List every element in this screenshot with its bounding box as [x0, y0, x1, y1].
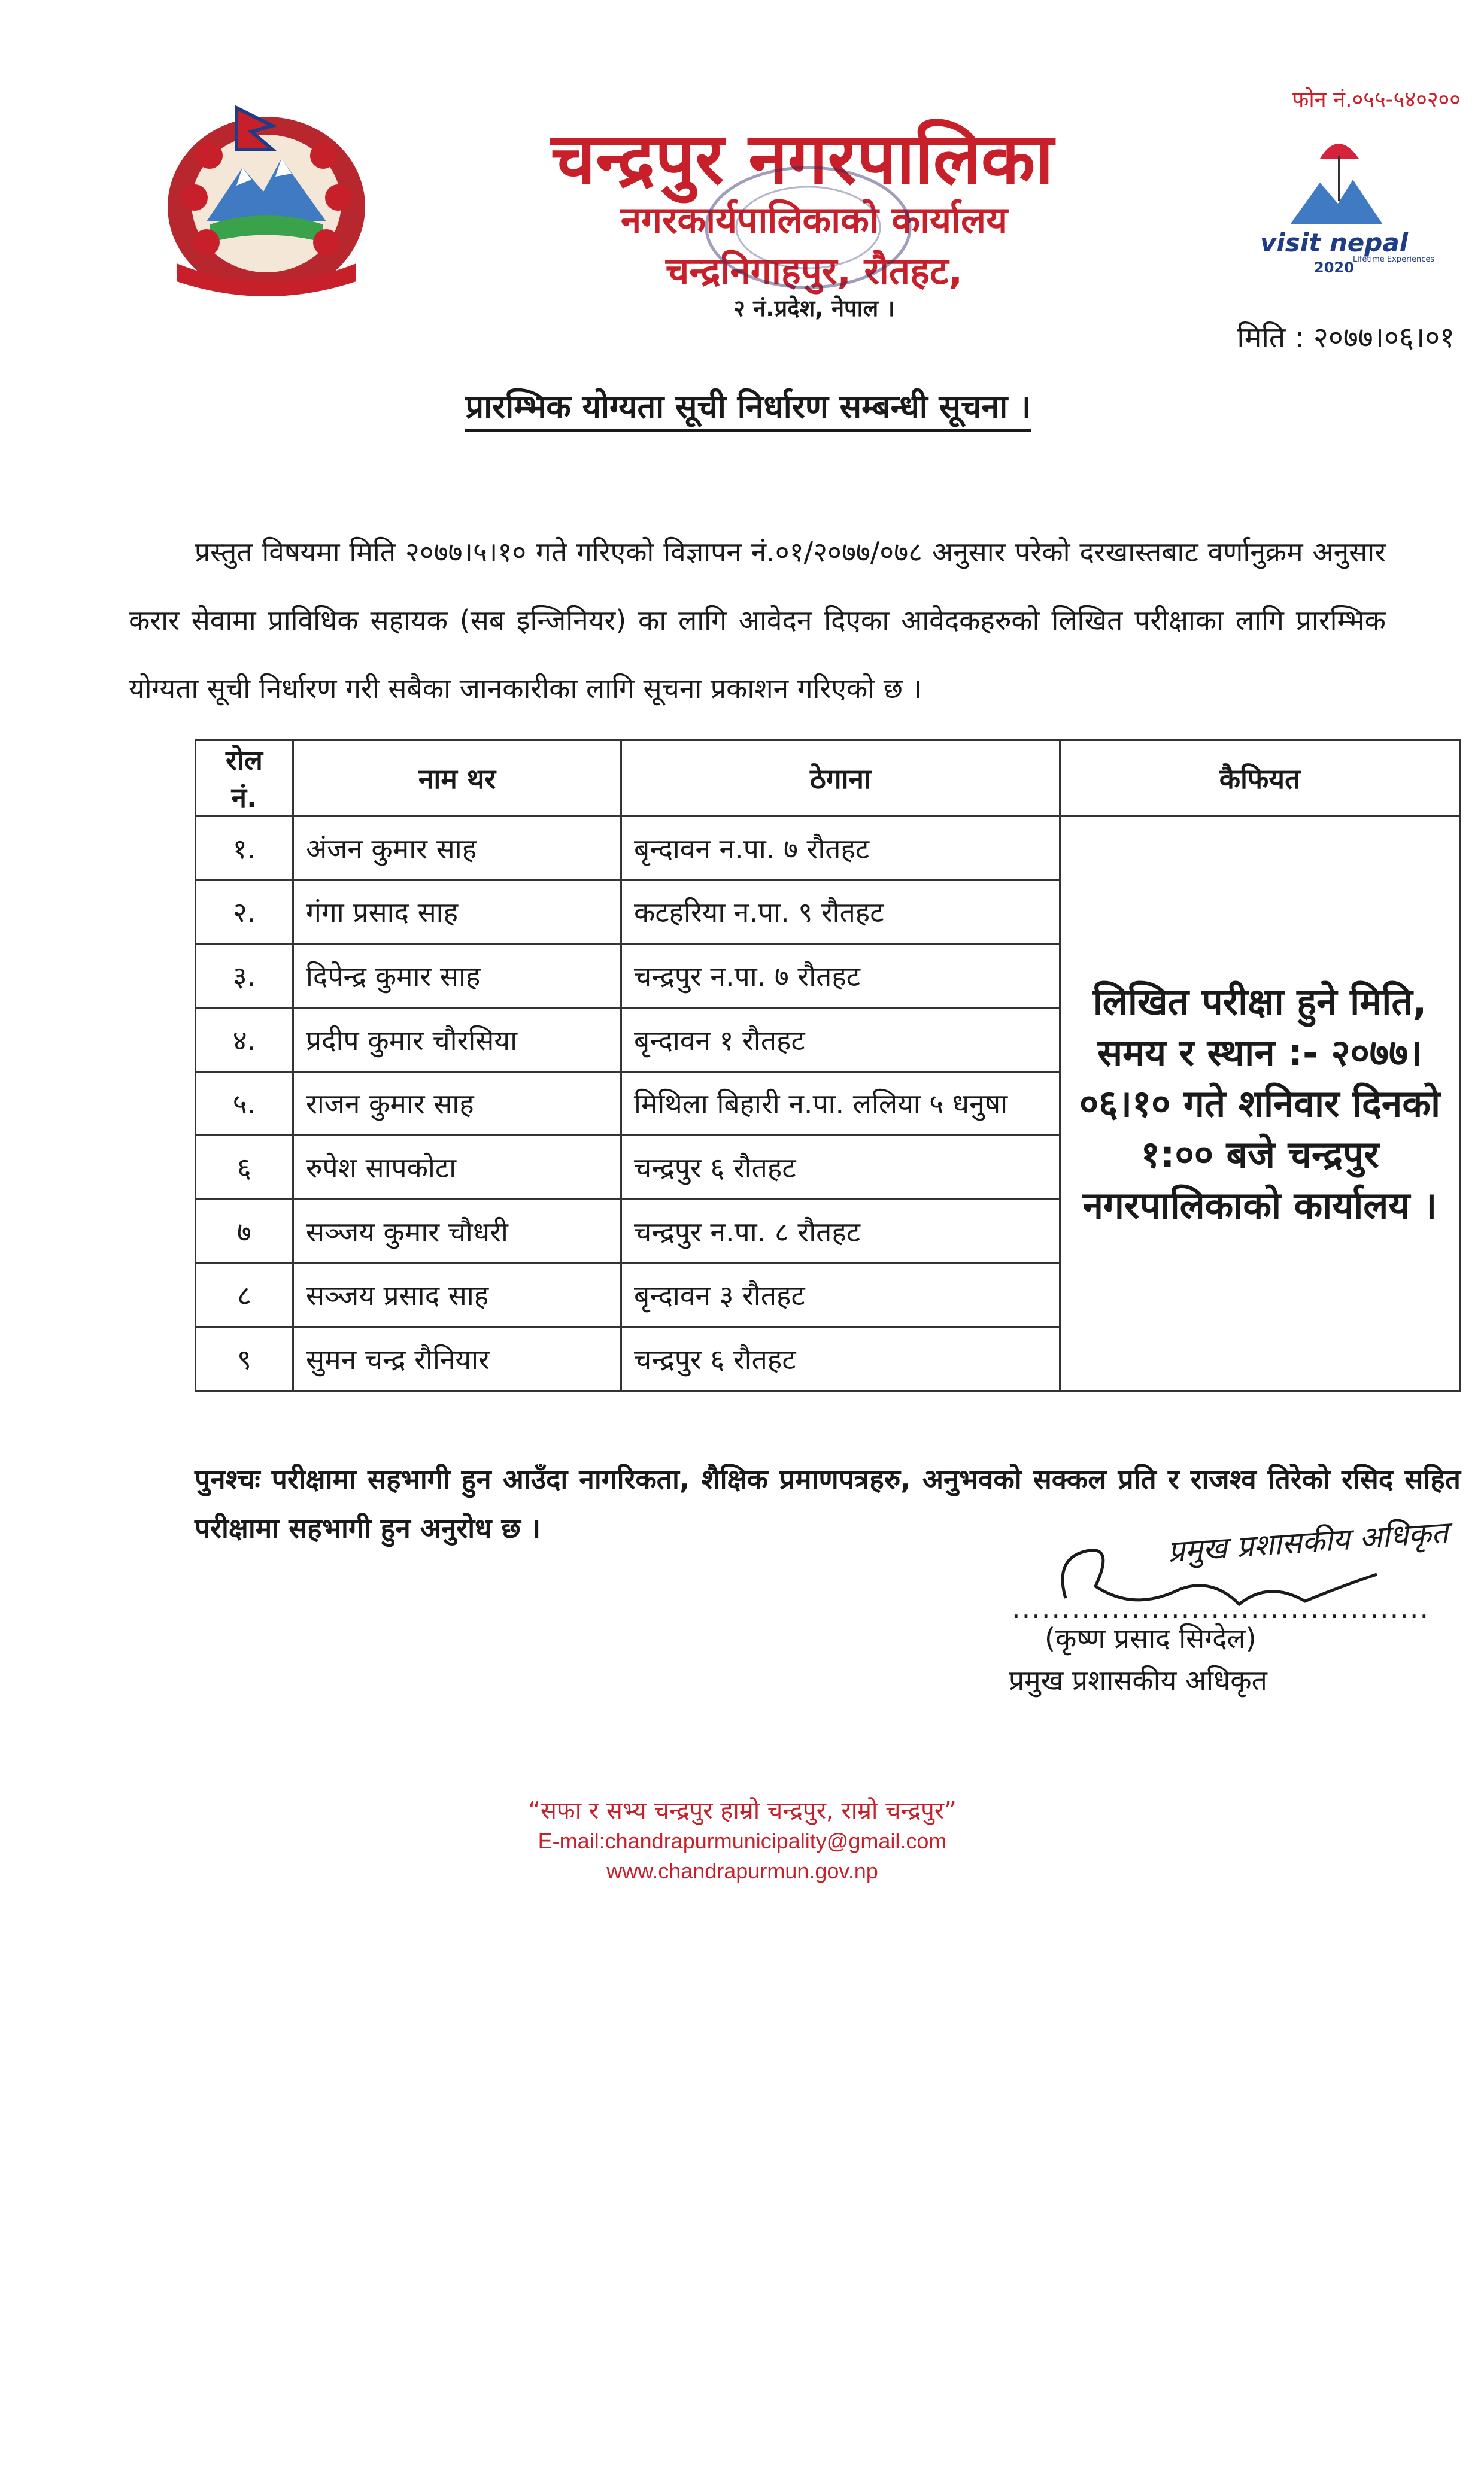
name-cell: गंगा प्रसाद साह	[293, 880, 621, 944]
address-cell: चन्द्रपुर न.पा. ८ रौतहट	[621, 1199, 1060, 1263]
notice-subject	[120, 383, 1377, 427]
roll-cell: ८	[196, 1263, 293, 1327]
name-cell: दिपेन्द्र कुमार साह	[293, 944, 621, 1008]
office-province: २ नं.प्रदेश, नेपाल ।	[733, 295, 895, 321]
phone-number: फोन नं.०५५-५४०२००	[1292, 87, 1461, 112]
address-cell: बृन्दावन न.पा. ७ रौतहट	[621, 816, 1060, 881]
visit-nepal-brand: visit nepal	[1260, 228, 1409, 257]
footer-website: www.chandrapurmun.gov.np	[606, 1859, 878, 1883]
table-header-row	[196, 740, 1460, 816]
office-name: चन्द्रपुर नगरपालिका	[551, 117, 1054, 200]
name-cell: अंजन कुमार साह	[293, 816, 621, 881]
roll-cell: ७	[196, 1199, 293, 1263]
address-cell: बृन्दावन ३ रौतहट	[621, 1263, 1060, 1327]
signatory-title: प्रमुख प्रशासकीय अधिकृत	[1009, 1664, 1267, 1696]
footer-slogan: “सफा र सभ्य चन्द्रपुर हाम्रो चन्द्रपुर, राम्रो चन्द्रपुर”	[528, 1797, 957, 1825]
header-remark: कैफियत	[1060, 740, 1460, 816]
office-place: चन्द्रनिगाहपुर, रौतहट,	[666, 249, 963, 293]
address-cell: चन्द्रपुर ६ रौतहट	[621, 1136, 1060, 1200]
handwritten-title: प्रमुख प्रशासकीय अधिकृत	[1166, 1514, 1449, 1570]
signatory-name: (कृष्ण प्रसाद सिग्देल)	[1045, 1622, 1257, 1655]
roll-cell: १.	[196, 816, 293, 881]
name-cell: सुमन चन्द्र रौनियार	[293, 1327, 621, 1391]
address-cell: कटहरिया न.पा. ९ रौतहट	[621, 880, 1060, 944]
roll-cell: ४.	[196, 1007, 293, 1071]
roll-cell: ५.	[196, 1071, 293, 1136]
name-cell: रुपेश सापकोटा	[293, 1136, 621, 1200]
visit-nepal-tagline: Lifetime Experiences	[1353, 255, 1435, 264]
address-cell: चन्द्रपुर ६ रौतहट	[621, 1327, 1060, 1391]
visit-nepal-logo-icon	[1248, 123, 1435, 284]
visit-nepal-year: 2020	[1314, 259, 1354, 276]
header-address: ठेगाना	[621, 740, 1060, 816]
header-roll: रोल नं.	[196, 740, 293, 816]
roll-cell: २.	[196, 880, 293, 944]
address-cell: चन्द्रपुर न.पा. ७ रौतहट	[621, 944, 1060, 1008]
nepal-emblem-icon	[153, 102, 380, 305]
address-cell: मिथिला बिहारी न.पा. ललिया ५ धनुषा	[621, 1071, 1060, 1136]
roll-cell: ९	[196, 1327, 293, 1391]
notice-paragraph: प्रस्तुत विषयमा मिति २०७७।५।१० गते गरिएको विज्ञापन नं.०१/२०७७/०७८ अनुसार परेको दरखास्तबाट वर्णानुक्रम अनुसार करार सेवामा प्राविधिक सहायक (सब इन्जिनियर) का लागि आवेदन दिएका आवेदकहरुको लिखित परीक्षाका लागि प्रारम्भिक योग्यता सूची निर्धारण गरी सबैका जानकारीका लागि सूचना प्रकाशन गरिएको छ ।	[129, 536, 1386, 705]
table-row	[196, 816, 1460, 881]
name-cell: प्रदीप कुमार चौरसिया	[293, 1007, 621, 1071]
roll-cell: ३.	[196, 944, 293, 1008]
signature-dots: ..........................................	[1012, 1592, 1430, 1625]
office-subtitle: नगरकार्यपालिकाको कार्यालय	[620, 198, 1008, 242]
footer-email: E-mail:chandrapurmunicipality@gmail.com	[538, 1829, 947, 1853]
address-cell: बृन्दावन १ रौतहट	[621, 1007, 1060, 1071]
remark-cell: लिखित परीक्षा हुने मिति, समय र स्थान :- २०७७।०६।१० गते शनिवार दिनको १:०० बजे चन्द्रपुर नगरपालिकाको कार्यालय ।	[1060, 816, 1460, 1391]
name-cell: सञ्जय प्रसाद साह	[293, 1263, 621, 1327]
name-cell: राजन कुमार साह	[293, 1071, 621, 1136]
name-cell: सञ्जय कुमार चौधरी	[293, 1199, 621, 1263]
notice-subject-text: प्रारम्भिक योग्यता सूची निर्धारण सम्बन्धी सूचना ।	[465, 388, 1031, 432]
header-name: नाम थर	[293, 740, 621, 816]
postscript-note: पुनश्चः परीक्षामा सहभागी हुन आउँदा नागरिकता, शैक्षिक प्रमाणपत्रहरु, अनुभवको सक्कल प्रति र राजश्व तिरेको रसिद सहित परीक्षामा सहभागी हुन अनुरोध छ ।	[195, 1463, 1461, 1544]
candidate-table	[195, 739, 1461, 1392]
office-stamp-icon	[700, 162, 916, 293]
notice-date: मिति : २०७७।०६।०१	[1237, 321, 1455, 354]
roll-cell: ६	[196, 1136, 293, 1200]
